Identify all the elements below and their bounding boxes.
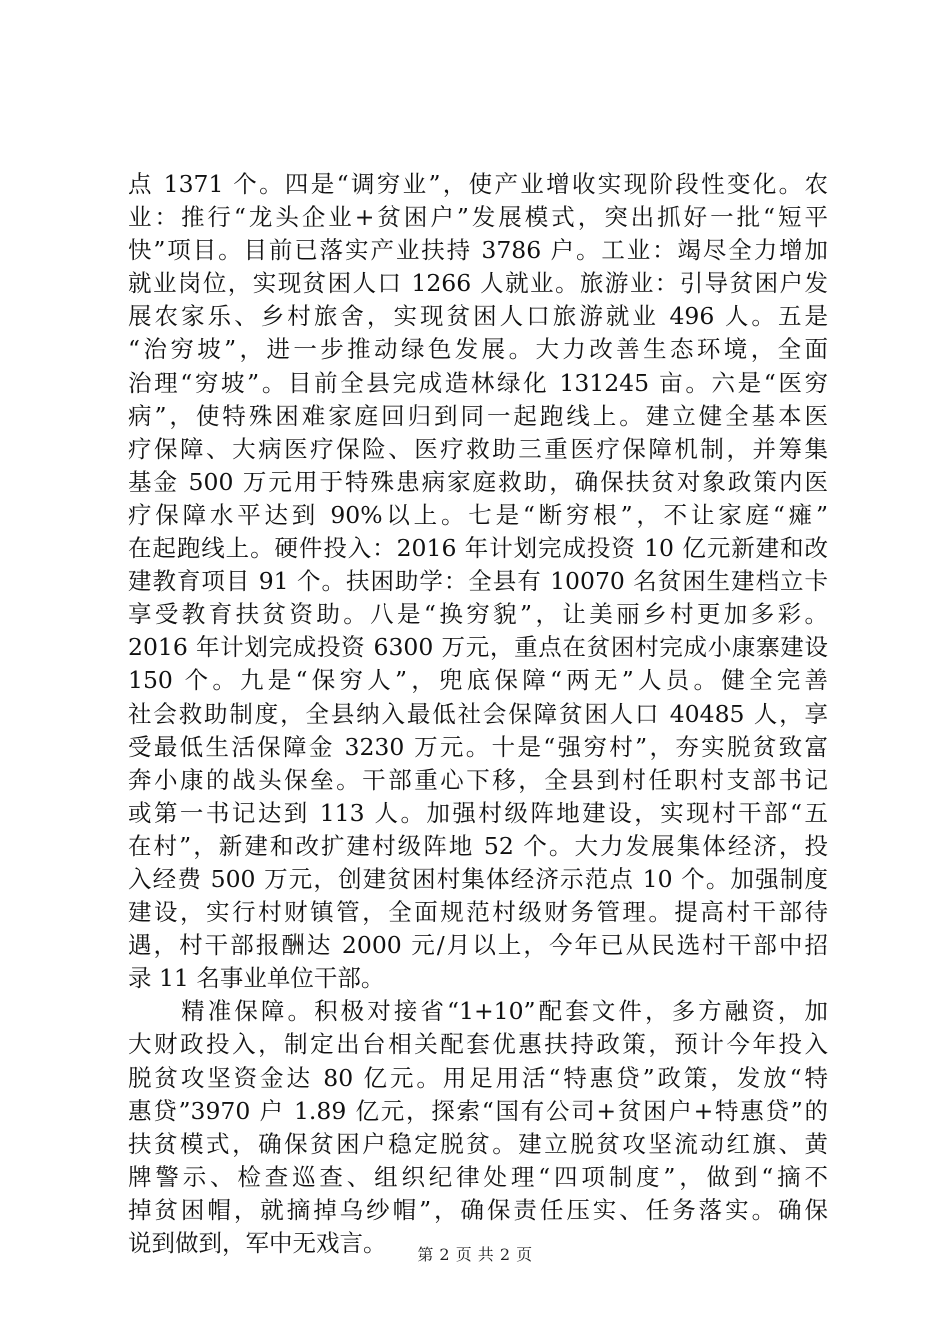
text-line: 扶贫模式，确保贫困户稳定脱贫。建立脱贫攻坚流动红旗、黄	[128, 1129, 828, 1158]
text-line: 疗保障、大病医疗保险、医疗救助三重医疗保障机制，并筹集	[128, 434, 828, 463]
text-line: 或第一书记达到 113 人。加强村级阵地建设，实现村干部“五	[128, 798, 828, 827]
text-line: 牌警示、检查巡查、组织纪律处理“四项制度”，做到“摘不	[128, 1162, 828, 1191]
text-line: 社会救助制度，全县纳入最低社会保障贫困人口 40485 人，享	[128, 699, 828, 728]
text-line: 受最低生活保障金 3230 万元。十是“强穷村”，夯实脱贫致富	[128, 732, 828, 761]
text-line: 建教育项目 91 个。扶困助学：全县有 10070 名贫困生建档立卡	[128, 567, 828, 596]
text-line: 建设，实行村财镇管，全面规范村级财务管理。提高村干部待	[128, 898, 828, 927]
paragraph-2	[128, 995, 828, 1260]
text-line: 疗保障水平达到 90%以上。七是“断穷根”，不让家庭“瘫”	[128, 500, 828, 529]
text-line: 大财政投入，制定出台相关配套优惠扶持政策，预计今年投入	[128, 1030, 828, 1059]
text-line: 享受教育扶贫资助。八是“换穷貌”，让美丽乡村更加多彩。	[128, 600, 828, 629]
text-line: 展农家乐、乡村旅舍，实现贫困人口旅游就业 496 人。五是	[128, 302, 828, 331]
body-text	[128, 168, 828, 1260]
page-footer: 第 2 页 共 2 页	[417, 1245, 533, 1264]
text-line: 2016 年计划完成投资 6300 万元，重点在贫困村完成小康寨建设	[128, 633, 828, 662]
text-line: 150 个。九是“保穷人”，兜底保障“两无”人员。健全完善	[128, 666, 828, 695]
paragraph-1	[128, 168, 828, 995]
text-line: 基金 500 万元用于特殊患病家庭救助，确保扶贫对象政策内医	[128, 467, 828, 496]
text-line: 业：推行“龙头企业+贫困户”发展模式，突出抓好一批“短平	[128, 203, 828, 232]
text-line: 录 11 名事业单位干部。	[128, 964, 385, 993]
text-line: 遇，村干部报酬达 2000 元/月以上，今年已从民选村干部中招	[128, 931, 828, 960]
text-line: 脱贫攻坚资金达 80 亿元。用足用活“特惠贷”政策，发放“特	[128, 1063, 828, 1092]
text-line: 掉贫困帽，就摘掉乌纱帽”，确保责任压实、任务落实。确保	[128, 1195, 828, 1224]
text-line: 入经费 500 万元，创建贫困村集体经济示范点 10 个。加强制度	[128, 864, 828, 893]
text-line: 病”，使特殊困难家庭回归到同一起跑线上。建立健全基本医	[128, 401, 828, 430]
text-line: 点 1371 个。四是“调穷业”，使产业增收实现阶段性变化。农	[128, 170, 828, 198]
text-line: 在村”，新建和改扩建村级阵地 52 个。大力发展集体经济，投	[128, 831, 828, 860]
text-line: 惠贷”3970 户 1.89 亿元，探索“国有公司+贫困户+特惠贷”的	[128, 1096, 828, 1125]
text-line: “治穷坡”，进一步推动绿色发展。大力改善生态环境，全面	[128, 335, 828, 364]
text-line: 精准保障。积极对接省“1+10”配套文件，多方融资，加	[128, 997, 828, 1026]
text-line: 治理“穷坡”。目前全县完成造林绿化 131245 亩。六是“医穷	[128, 368, 828, 397]
text-line: 就业岗位，实现贫困人口 1266 人就业。旅游业：引导贫困户发	[128, 269, 828, 298]
text-line: 奔小康的战头保垒。干部重心下移，全县到村任职村支部书记	[128, 765, 828, 794]
text-line: 说到做到，军中无戏言。	[128, 1229, 387, 1257]
text-line: 在起跑线上。硬件投入：2016 年计划完成投资 10 亿元新建和改	[128, 534, 828, 563]
text-line: 快”项目。目前已落实产业扶持 3786 户。工业：竭尽全力增加	[128, 236, 828, 265]
